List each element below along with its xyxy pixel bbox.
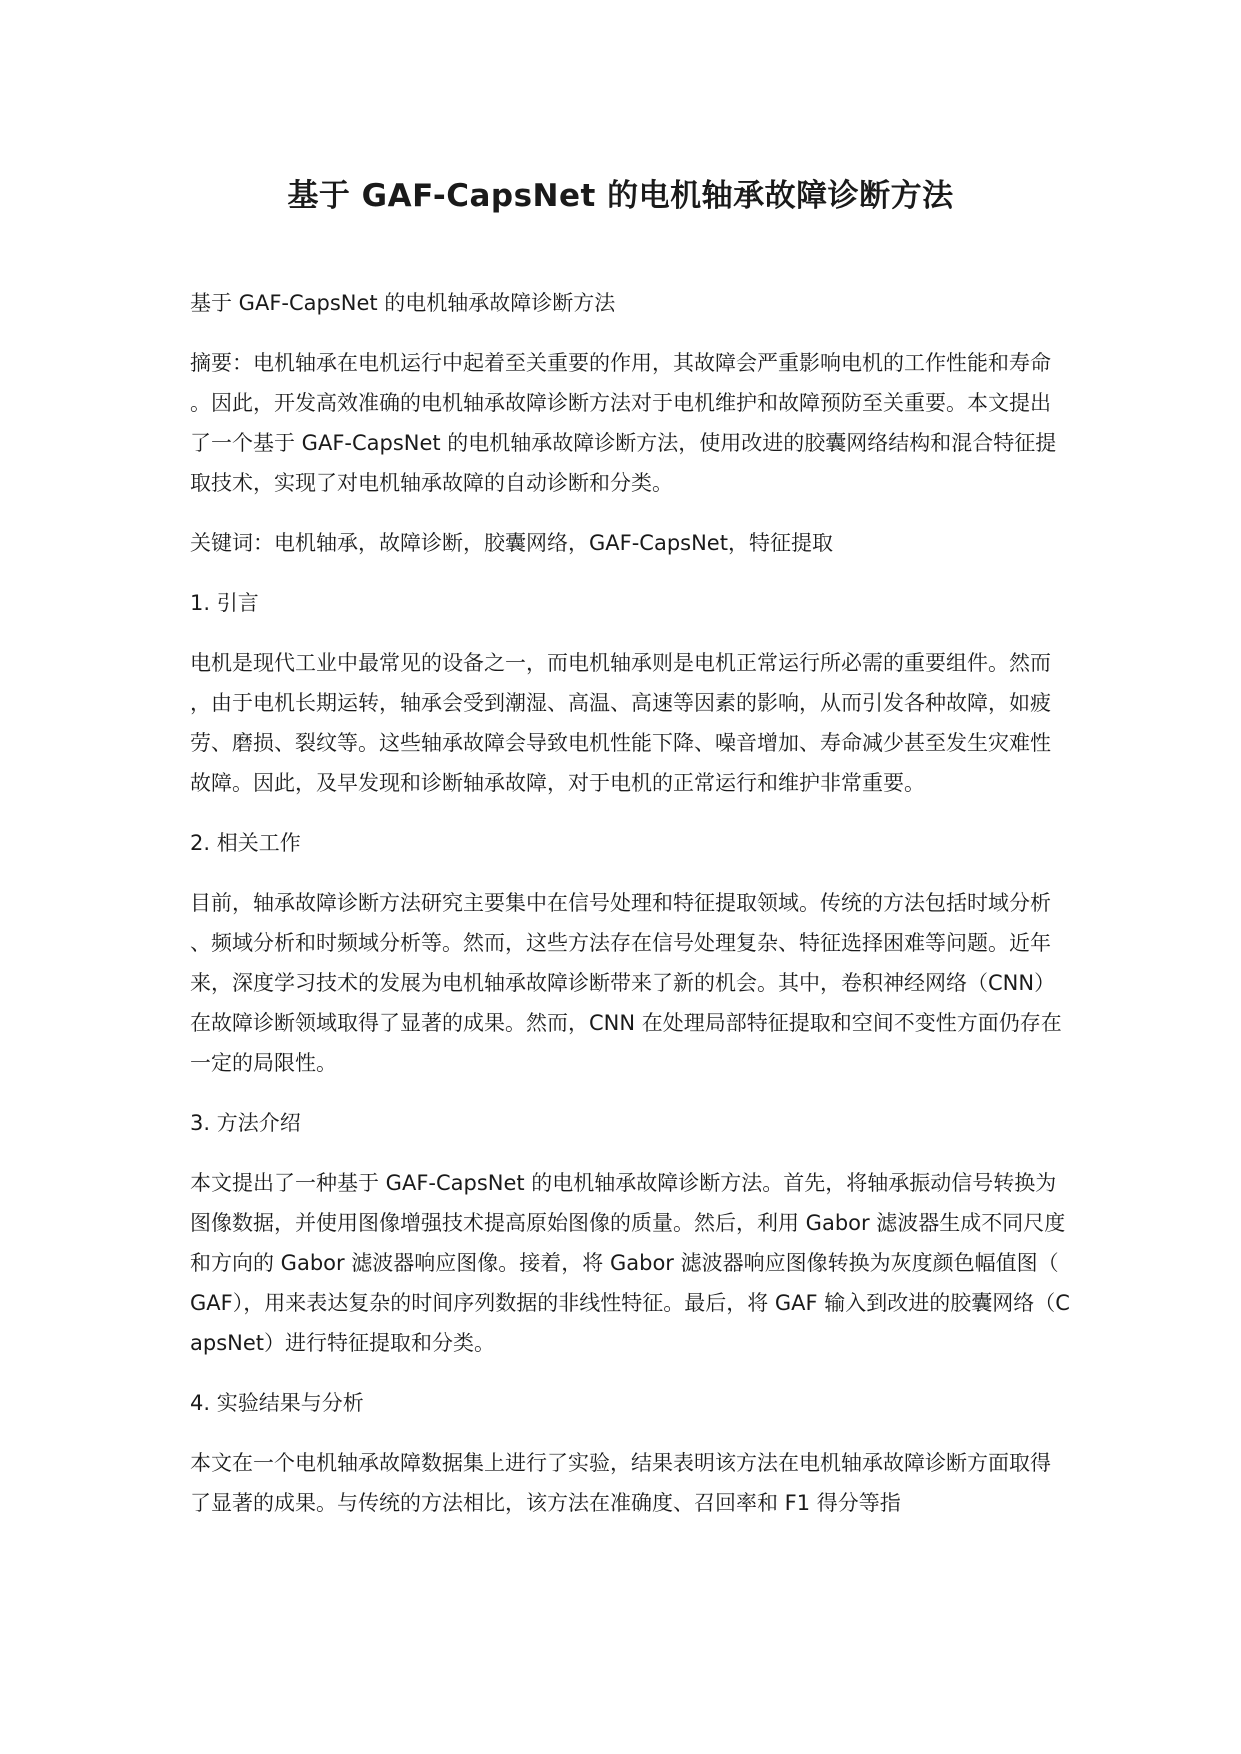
keywords-line: 关键词：电机轴承，故障诊断，胶囊网络，GAF-CapsNet，特征提取 xyxy=(190,531,833,555)
abstract-paragraph: 摘要：电机轴承在电机运行中起着至关重要的作用，其故障会严重影响电机的工作性能和寿命。因此，开发高效准确的电机轴承故障诊断方法对于电机维护和故障预防至关重要。本文提出了一个基于 GAF-CapsNet 的电机轴承故障诊断方法，使用改进的胶囊网络结构和混合特征提取技术，实现了对电机轴承故障的自动诊断和分类。 xyxy=(190,351,1057,495)
section-heading-method: 3. 方法介绍 xyxy=(190,1111,301,1135)
document-body xyxy=(190,283,1070,1543)
subtitle-line: 基于 GAF-CapsNet 的电机轴承故障诊断方法 xyxy=(190,291,616,315)
section-heading-introduction: 1. 引言 xyxy=(190,591,259,615)
section-text-results: 本文在一个电机轴承故障数据集上进行了实验，结果表明该方法在电机轴承故障诊断方面取得了显著的成果。与传统的方法相比，该方法在准确度、召回率和 F1 得分等指 xyxy=(190,1451,1051,1515)
section-heading-related-work: 2. 相关工作 xyxy=(190,831,301,855)
section-text-related-work: 目前，轴承故障诊断方法研究主要集中在信号处理和特征提取领域。传统的方法包括时域分析、频域分析和时频域分析等。然而，这些方法存在信号处理复杂、特征选择困难等问题。近年来，深度学习技术的发展为电机轴承故障诊断带来了新的机会。其中，卷积神经网络（CNN）在故障诊断领域取得了显著的成果。然而，CNN 在处理局部特征提取和空间不变性方面仍存在一定的局限性。 xyxy=(190,891,1062,1075)
section-text-introduction: 电机是现代工业中最常见的设备之一，而电机轴承则是电机正常运行所必需的重要组件。然而，由于电机长期运转，轴承会受到潮湿、高温、高速等因素的影响，从而引发各种故障，如疲劳、磨损、裂纹等。这些轴承故障会导致电机性能下降、噪音增加、寿命减少甚至发生灾难性故障。因此，及早发现和诊断轴承故障，对于电机的正常运行和维护非常重要。 xyxy=(190,651,1051,795)
document-title: 基于 GAF-CapsNet 的电机轴承故障诊断方法 xyxy=(287,178,954,214)
section-text-method: 本文提出了一种基于 GAF-CapsNet 的电机轴承故障诊断方法。首先，将轴承振动信号转换为图像数据，并使用图像增强技术提高原始图像的质量。然后，利用 Gabor 滤波器生成不同尺度和方向的 Gabor 滤波器响应图像。接着，将 Gabor 滤波器响应图像转换为灰度颜色幅值图（GAF），用来表达复杂的时间序列数据的非线性特征。最后，将 GAF 输入到改进的胶囊网络（CapsNet）进行特征提取和分类。 xyxy=(190,1171,1070,1355)
section-heading-results: 4. 实验结果与分析 xyxy=(190,1391,364,1415)
